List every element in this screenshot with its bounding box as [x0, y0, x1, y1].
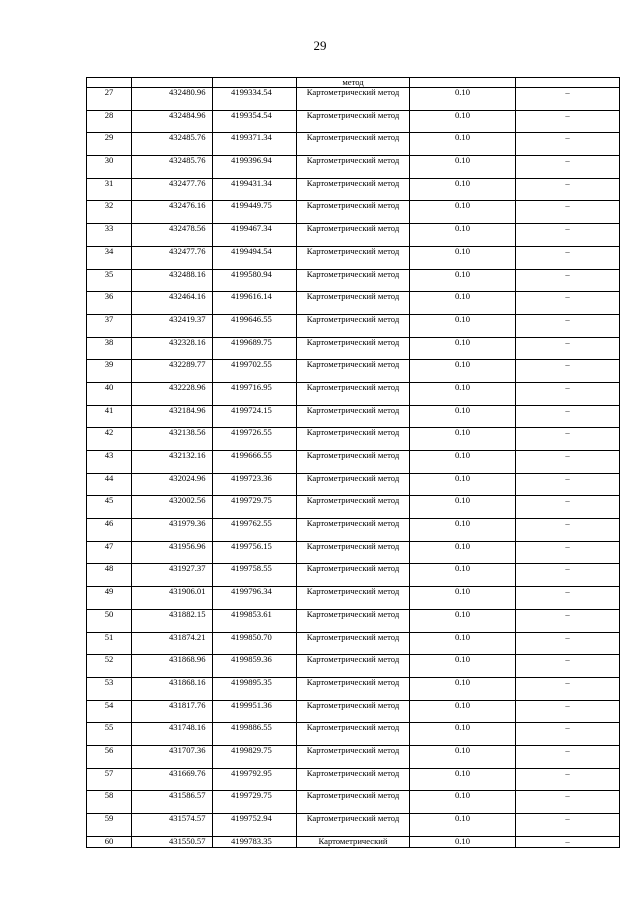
accuracy-cell: 0.10 [410, 745, 516, 768]
y-coordinate-cell: 4199702.55 [213, 360, 297, 383]
y-coordinate-cell: 4199716.95 [213, 382, 297, 405]
accuracy-cell: 0.10 [410, 88, 516, 111]
note-cell: – [516, 791, 620, 814]
accuracy-cell: 0.10 [410, 541, 516, 564]
table-row [87, 405, 620, 428]
point-number-cell: 33 [87, 224, 132, 247]
x-coordinate-cell: 432132.16 [132, 451, 213, 474]
y-coordinate-cell: 4199752.94 [213, 814, 297, 837]
table-row [87, 587, 620, 610]
x-coordinate-cell: 431874.21 [132, 632, 213, 655]
table-row [87, 723, 620, 746]
accuracy-cell: 0.10 [410, 292, 516, 315]
accuracy-cell: 0.10 [410, 314, 516, 337]
x-coordinate-cell: 431550.57 [132, 836, 213, 847]
y-coordinate-cell: 4199729.75 [213, 791, 297, 814]
method-cell: Картометрический метод [297, 88, 410, 111]
table-row [87, 246, 620, 269]
point-number-cell: 57 [87, 768, 132, 791]
method-cell: Картометрический метод [297, 541, 410, 564]
point-number-cell: 42 [87, 428, 132, 451]
x-coordinate-cell: 432488.16 [132, 269, 213, 292]
accuracy-cell: 0.10 [410, 519, 516, 542]
note-cell: – [516, 814, 620, 837]
accuracy-cell: 0.10 [410, 246, 516, 269]
accuracy-cell: 0.10 [410, 156, 516, 179]
accuracy-cell: 0.10 [410, 178, 516, 201]
accuracy-cell: 0.10 [410, 201, 516, 224]
point-number-cell: 38 [87, 337, 132, 360]
point-number-cell: 53 [87, 677, 132, 700]
table-row [87, 292, 620, 315]
accuracy-cell: 0.10 [410, 587, 516, 610]
y-coordinate-cell: 4199729.75 [213, 496, 297, 519]
point-number-cell: 41 [87, 405, 132, 428]
note-cell: – [516, 745, 620, 768]
table-row [87, 473, 620, 496]
note-cell: – [516, 246, 620, 269]
table-row [87, 178, 620, 201]
method-cell: Картометрический метод [297, 382, 410, 405]
method-cell: Картометрический метод [297, 677, 410, 700]
table-row [87, 224, 620, 247]
accuracy-cell: 0.10 [410, 473, 516, 496]
table-row [87, 745, 620, 768]
method-cell: Картометрический метод [297, 791, 410, 814]
point-number-cell: 36 [87, 292, 132, 315]
y-coordinate-cell: 4199449.75 [213, 201, 297, 224]
method-cell: Картометрический метод [297, 269, 410, 292]
y-coordinate-cell: 4199762.55 [213, 519, 297, 542]
note-cell: – [516, 428, 620, 451]
y-coordinate-cell: 4199792.95 [213, 768, 297, 791]
table-cell [213, 78, 297, 88]
method-cell: Картометрический метод [297, 587, 410, 610]
y-coordinate-cell: 4199726.55 [213, 428, 297, 451]
y-coordinate-cell: 4199467.34 [213, 224, 297, 247]
y-coordinate-cell: 4199756.15 [213, 541, 297, 564]
y-coordinate-cell: 4199334.54 [213, 88, 297, 111]
accuracy-cell: 0.10 [410, 360, 516, 383]
point-number-cell: 27 [87, 88, 132, 111]
note-cell: – [516, 292, 620, 315]
accuracy-cell: 0.10 [410, 405, 516, 428]
method-cell: Картометрический метод [297, 292, 410, 315]
method-cell: Картометрический метод [297, 632, 410, 655]
method-cell: Картометрический метод [297, 473, 410, 496]
point-number-cell: 35 [87, 269, 132, 292]
method-cell: Картометрический метод [297, 246, 410, 269]
method-cell: Картометрический метод [297, 745, 410, 768]
note-cell: – [516, 496, 620, 519]
x-coordinate-cell: 432228.96 [132, 382, 213, 405]
method-cell: Картометрический метод [297, 428, 410, 451]
table-row [87, 541, 620, 564]
method-cell: Картометрический метод [297, 133, 410, 156]
accuracy-cell: 0.10 [410, 451, 516, 474]
note-cell: – [516, 337, 620, 360]
y-coordinate-cell: 4199895.35 [213, 677, 297, 700]
note-cell: – [516, 723, 620, 746]
point-number-cell: 50 [87, 609, 132, 632]
method-cell: Картометрический метод [297, 314, 410, 337]
point-number-cell: 55 [87, 723, 132, 746]
x-coordinate-cell: 432328.16 [132, 337, 213, 360]
y-coordinate-cell: 4199354.54 [213, 110, 297, 133]
point-number-cell: 56 [87, 745, 132, 768]
table-row [87, 791, 620, 814]
method-cell: Картометрический метод [297, 201, 410, 224]
table-row [87, 836, 620, 847]
point-number-cell: 46 [87, 519, 132, 542]
accuracy-cell: 0.10 [410, 224, 516, 247]
accuracy-cell: 0.10 [410, 677, 516, 700]
note-cell: – [516, 541, 620, 564]
table-row [87, 519, 620, 542]
note-cell: – [516, 836, 620, 847]
accuracy-cell: 0.10 [410, 269, 516, 292]
accuracy-cell: 0.10 [410, 814, 516, 837]
accuracy-cell: 0.10 [410, 768, 516, 791]
table-row [87, 156, 620, 179]
note-cell: – [516, 564, 620, 587]
method-cell: Картометрический метод [297, 564, 410, 587]
method-cell: Картометрический метод [297, 224, 410, 247]
x-coordinate-cell: 431868.16 [132, 677, 213, 700]
point-number-cell: 60 [87, 836, 132, 847]
note-cell: – [516, 133, 620, 156]
method-cell: Картометрический метод [297, 814, 410, 837]
table-row [87, 451, 620, 474]
point-number-cell: 52 [87, 655, 132, 678]
coordinates-table [86, 77, 620, 848]
x-coordinate-cell: 432024.96 [132, 473, 213, 496]
x-coordinate-cell: 432419.37 [132, 314, 213, 337]
point-number-cell: 45 [87, 496, 132, 519]
table-cell [516, 78, 620, 88]
method-cell: Картометрический метод [297, 337, 410, 360]
table-row [87, 382, 620, 405]
accuracy-cell: 0.10 [410, 110, 516, 133]
table-row [87, 337, 620, 360]
y-coordinate-cell: 4199646.55 [213, 314, 297, 337]
accuracy-cell: 0.10 [410, 655, 516, 678]
accuracy-cell: 0.10 [410, 564, 516, 587]
accuracy-cell: 0.10 [410, 723, 516, 746]
note-cell: – [516, 269, 620, 292]
method-cell: Картометрический метод [297, 156, 410, 179]
note-cell: – [516, 360, 620, 383]
note-cell: – [516, 314, 620, 337]
table-row [87, 564, 620, 587]
method-cell: Картометрический метод [297, 768, 410, 791]
accuracy-cell: 0.10 [410, 428, 516, 451]
point-number-cell: 54 [87, 700, 132, 723]
accuracy-cell: 0.10 [410, 382, 516, 405]
accuracy-cell: 0.10 [410, 836, 516, 847]
table-row [87, 78, 620, 88]
x-coordinate-cell: 431882.15 [132, 609, 213, 632]
y-coordinate-cell: 4199859.36 [213, 655, 297, 678]
note-cell: – [516, 88, 620, 111]
point-number-cell: 40 [87, 382, 132, 405]
method-cell: Картометрический метод [297, 496, 410, 519]
point-number-cell: 31 [87, 178, 132, 201]
x-coordinate-cell: 431707.36 [132, 745, 213, 768]
note-cell: – [516, 178, 620, 201]
method-cell: Картометрический метод [297, 723, 410, 746]
table-row [87, 110, 620, 133]
table-row [87, 496, 620, 519]
note-cell: – [516, 405, 620, 428]
table-row [87, 814, 620, 837]
x-coordinate-cell: 432002.56 [132, 496, 213, 519]
y-coordinate-cell: 4199850.70 [213, 632, 297, 655]
point-number-cell: 32 [87, 201, 132, 224]
y-coordinate-cell: 4199616.14 [213, 292, 297, 315]
x-coordinate-cell: 431868.96 [132, 655, 213, 678]
y-coordinate-cell: 4199796.34 [213, 587, 297, 610]
note-cell: – [516, 677, 620, 700]
y-coordinate-cell: 4199758.55 [213, 564, 297, 587]
y-coordinate-cell: 4199853.61 [213, 609, 297, 632]
x-coordinate-cell: 432480.96 [132, 88, 213, 111]
x-coordinate-cell: 432184.96 [132, 405, 213, 428]
point-number-cell: 30 [87, 156, 132, 179]
table-row [87, 609, 620, 632]
y-coordinate-cell: 4199666.55 [213, 451, 297, 474]
accuracy-cell: 0.10 [410, 337, 516, 360]
method-cell: Картометрический метод [297, 519, 410, 542]
x-coordinate-cell: 432477.76 [132, 178, 213, 201]
x-coordinate-cell: 432138.56 [132, 428, 213, 451]
y-coordinate-cell: 4199580.94 [213, 269, 297, 292]
accuracy-cell: 0.10 [410, 700, 516, 723]
table-cell [410, 78, 516, 88]
table-row [87, 428, 620, 451]
table-row [87, 632, 620, 655]
note-cell: – [516, 587, 620, 610]
x-coordinate-cell: 432464.16 [132, 292, 213, 315]
y-coordinate-cell: 4199723.36 [213, 473, 297, 496]
x-coordinate-cell: 431817.76 [132, 700, 213, 723]
accuracy-cell: 0.10 [410, 609, 516, 632]
y-coordinate-cell: 4199396.94 [213, 156, 297, 179]
point-number-cell: 39 [87, 360, 132, 383]
table-row [87, 768, 620, 791]
table-row [87, 360, 620, 383]
note-cell: – [516, 224, 620, 247]
point-number-cell: 48 [87, 564, 132, 587]
method-cell: Картометрический метод [297, 700, 410, 723]
note-cell: – [516, 632, 620, 655]
point-number-cell: 44 [87, 473, 132, 496]
note-cell: – [516, 609, 620, 632]
x-coordinate-cell: 431586.57 [132, 791, 213, 814]
note-cell: – [516, 473, 620, 496]
point-number-cell: 51 [87, 632, 132, 655]
point-number-cell: 47 [87, 541, 132, 564]
y-coordinate-cell: 4199431.34 [213, 178, 297, 201]
page-number: 29 [313, 38, 327, 53]
y-coordinate-cell: 4199886.55 [213, 723, 297, 746]
point-number-cell: 37 [87, 314, 132, 337]
point-number-cell: 58 [87, 791, 132, 814]
method-cell: Картометрический метод [297, 655, 410, 678]
x-coordinate-cell: 431906.01 [132, 587, 213, 610]
x-coordinate-cell: 431979.36 [132, 519, 213, 542]
method-cell: метод [297, 78, 410, 88]
method-cell: Картометрический метод [297, 405, 410, 428]
note-cell: – [516, 768, 620, 791]
y-coordinate-cell: 4199829.75 [213, 745, 297, 768]
table-row [87, 269, 620, 292]
note-cell: – [516, 700, 620, 723]
table-row [87, 314, 620, 337]
y-coordinate-cell: 4199783.35 [213, 836, 297, 847]
note-cell: – [516, 201, 620, 224]
x-coordinate-cell: 432485.76 [132, 133, 213, 156]
point-number-cell: 34 [87, 246, 132, 269]
x-coordinate-cell: 431574.57 [132, 814, 213, 837]
note-cell: – [516, 110, 620, 133]
x-coordinate-cell: 432484.96 [132, 110, 213, 133]
method-cell: Картометрический метод [297, 451, 410, 474]
y-coordinate-cell: 4199494.54 [213, 246, 297, 269]
y-coordinate-cell: 4199371.34 [213, 133, 297, 156]
x-coordinate-cell: 432478.56 [132, 224, 213, 247]
table-row [87, 201, 620, 224]
accuracy-cell: 0.10 [410, 133, 516, 156]
x-coordinate-cell: 432477.76 [132, 246, 213, 269]
accuracy-cell: 0.10 [410, 791, 516, 814]
point-number-cell: 43 [87, 451, 132, 474]
accuracy-cell: 0.10 [410, 496, 516, 519]
point-number-cell: 29 [87, 133, 132, 156]
x-coordinate-cell: 431748.16 [132, 723, 213, 746]
y-coordinate-cell: 4199951.36 [213, 700, 297, 723]
note-cell: – [516, 382, 620, 405]
note-cell: – [516, 519, 620, 542]
x-coordinate-cell: 431956.96 [132, 541, 213, 564]
x-coordinate-cell: 431669.76 [132, 768, 213, 791]
method-cell: Картометрический [297, 836, 410, 847]
table-cell [132, 78, 213, 88]
point-number-cell: 28 [87, 110, 132, 133]
x-coordinate-cell: 432485.76 [132, 156, 213, 179]
note-cell: – [516, 451, 620, 474]
method-cell: Картометрический метод [297, 360, 410, 383]
x-coordinate-cell: 432476.16 [132, 201, 213, 224]
y-coordinate-cell: 4199724.15 [213, 405, 297, 428]
note-cell: – [516, 156, 620, 179]
method-cell: Картометрический метод [297, 110, 410, 133]
accuracy-cell: 0.10 [410, 632, 516, 655]
table-cell [87, 78, 132, 88]
y-coordinate-cell: 4199689.75 [213, 337, 297, 360]
table-row [87, 133, 620, 156]
method-cell: Картометрический метод [297, 178, 410, 201]
method-cell: Картометрический метод [297, 609, 410, 632]
table-row [87, 700, 620, 723]
point-number-cell: 59 [87, 814, 132, 837]
point-number-cell: 49 [87, 587, 132, 610]
x-coordinate-cell: 431927.37 [132, 564, 213, 587]
x-coordinate-cell: 432289.77 [132, 360, 213, 383]
table-row [87, 677, 620, 700]
note-cell: – [516, 655, 620, 678]
table-row [87, 655, 620, 678]
table-row [87, 88, 620, 111]
